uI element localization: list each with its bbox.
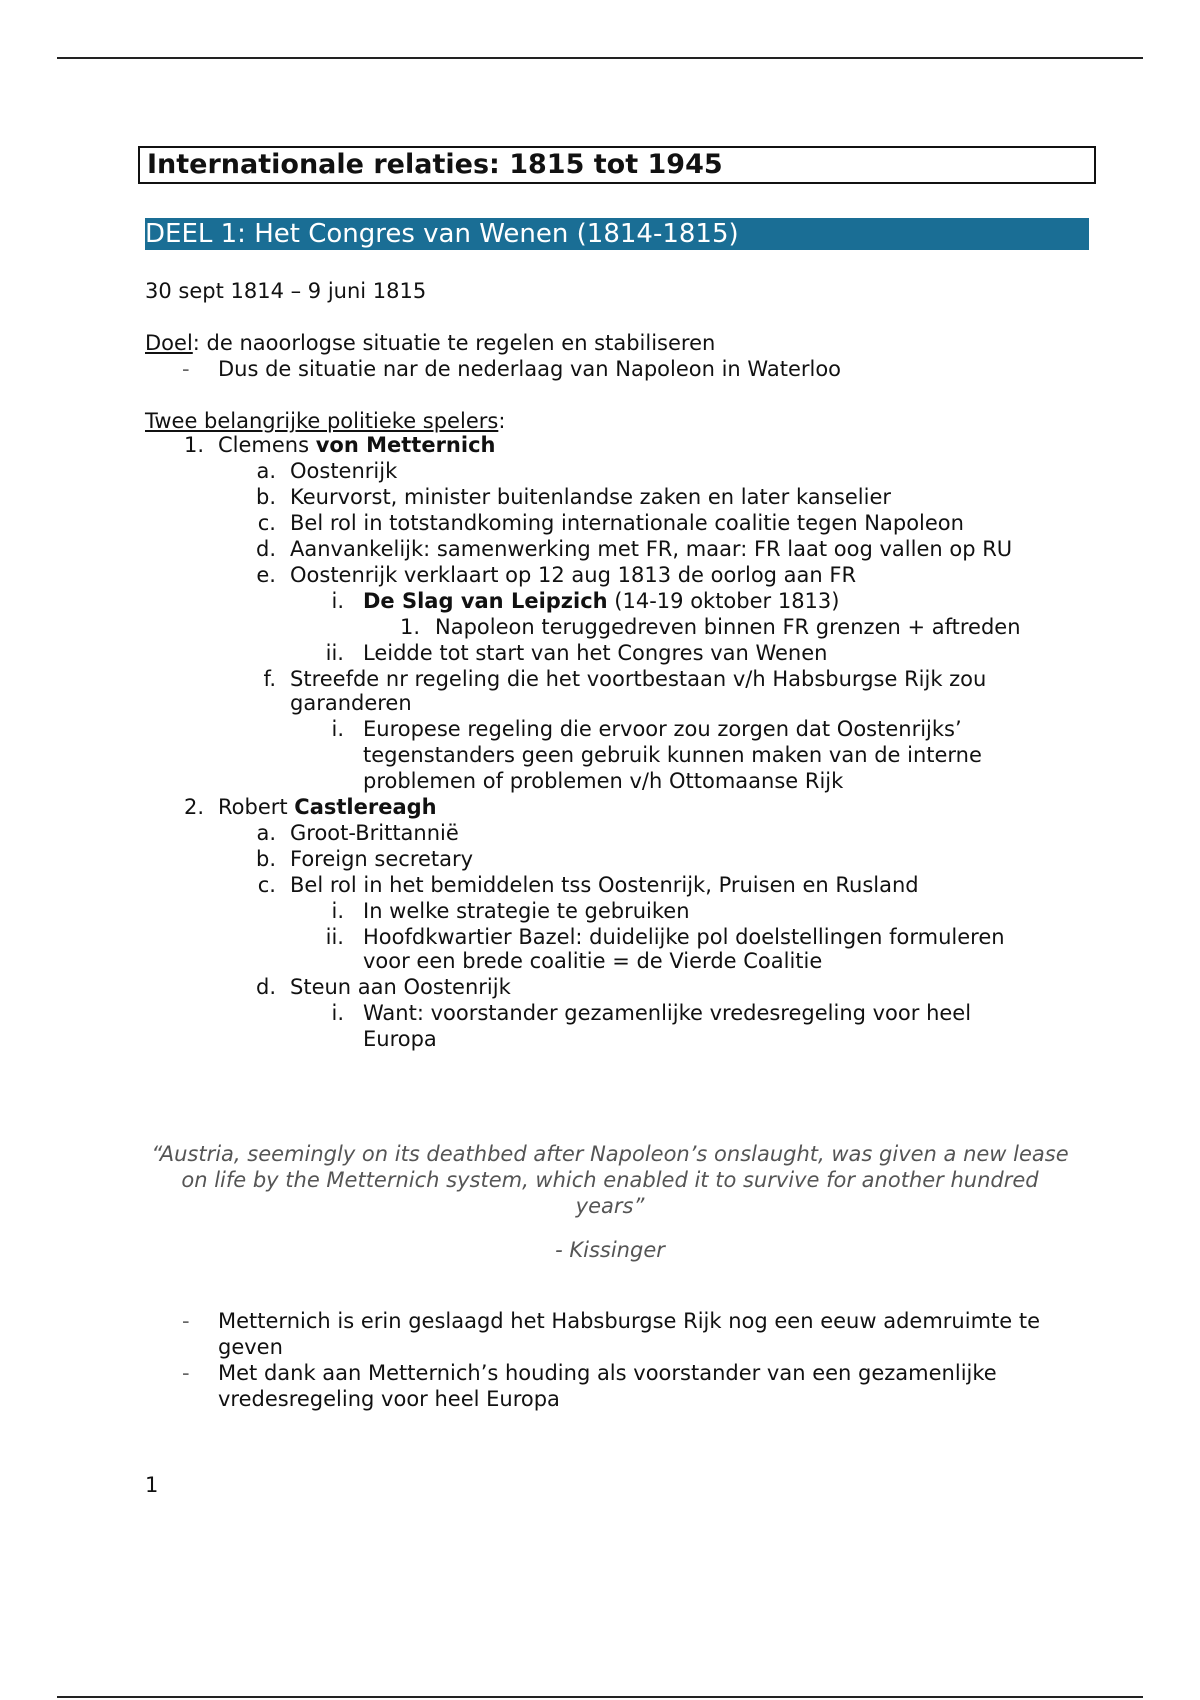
conclusion-bullet-continued: geven: [218, 1335, 283, 1359]
list-marker: b.: [255, 847, 276, 871]
list-marker: c.: [257, 511, 276, 535]
player-1-first-name: Clemens: [218, 433, 316, 457]
list-marker: e.: [256, 563, 276, 587]
bullet-dash: -: [182, 357, 190, 381]
battle-name: De Slag van Leipzich: [363, 589, 608, 613]
list-item: In welke strategie te gebruiken: [363, 899, 690, 923]
date-range: 30 sept 1814 – 9 juni 1815: [145, 279, 427, 303]
list-marker: d.: [255, 537, 276, 561]
battle-dates: (14-19 oktober 1813): [607, 589, 840, 613]
list-marker: i.: [331, 717, 344, 741]
goal-line: [145, 330, 715, 356]
list-item: Keurvorst, minister buitenlandse zaken en later kanselier: [290, 485, 892, 509]
bullet-dash: -: [182, 1309, 190, 1333]
list-marker: f.: [263, 667, 276, 691]
list-marker: a.: [256, 821, 276, 845]
players-heading: [145, 408, 505, 434]
list-item: Bel rol in het bemiddelen tss Oostenrijk, Pruisen en Rusland: [290, 873, 919, 897]
list-marker: 1.: [183, 433, 204, 457]
kissinger-quote: “Austria, seemingly on its deathbed after Napoleon’s onslaught, was given a new lease on life by the Metternich system, which enabled it to survive for another hundred years”: [151, 1142, 1069, 1218]
list-marker: a.: [256, 459, 276, 483]
players-heading-text: Twee belangrijke politieke spelers: [145, 409, 499, 433]
conclusion-bullet: Metternich is erin geslaagd het Habsburgse Rijk nog een eeuw ademruimte te: [218, 1309, 1041, 1333]
list-marker: i.: [331, 589, 344, 613]
list-item-continued: Europa: [363, 1027, 437, 1051]
list-item-continued: tegenstanders geen gebruik kunnen maken van de interne: [363, 743, 982, 767]
list-item: Napoleon teruggedreven binnen FR grenzen + aftreden: [435, 615, 1021, 639]
players-heading-colon: :: [498, 409, 506, 433]
list-item: Groot-Brittannië: [290, 821, 459, 845]
list-item-continued: garanderen: [290, 691, 412, 715]
player-2-name: [218, 794, 437, 820]
goal-label: Doel: [145, 331, 193, 355]
list-marker: i.: [331, 899, 344, 923]
list-item-continued: problemen of problemen v/h Ottomaanse Rijk: [363, 769, 844, 793]
list-marker: ii.: [325, 925, 344, 949]
list-marker: d.: [255, 975, 276, 999]
footer-rule: [57, 1696, 1143, 1698]
page-number: 1: [145, 1473, 159, 1497]
list-item: Europese regeling die ervoor zou zorgen dat Oostenrijks’: [363, 717, 962, 741]
list-item: Oostenrijk: [290, 459, 398, 483]
bullet-dash: -: [182, 1361, 190, 1385]
conclusion-bullet-continued: vredesregeling voor heel Europa: [218, 1387, 560, 1411]
player-1-surname: von Metternich: [315, 433, 496, 457]
conclusion-bullet: Met dank aan Metternich’s houding als voorstander van een gezamenlijke: [218, 1361, 997, 1385]
list-item: Oostenrijk verklaart op 12 aug 1813 de oorlog aan FR: [290, 563, 857, 587]
list-item-continued: voor een brede coalitie = de Vierde Coalitie: [363, 949, 823, 973]
list-item: Steun aan Oostenrijk: [290, 975, 511, 999]
document-title: Internationale relaties: 1815 tot 1945: [138, 146, 1096, 184]
list-item: Aanvankelijk: samenwerking met FR, maar: FR laat oog vallen op RU: [290, 537, 1013, 561]
quote-author: - Kissinger: [555, 1238, 665, 1262]
list-item: Streefde nr regeling die het voortbestaan v/h Habsburgse Rijk zou: [290, 667, 987, 691]
list-item: Leidde tot start van het Congres van Wenen: [363, 641, 828, 665]
list-marker: b.: [255, 485, 276, 509]
list-item: [363, 588, 839, 614]
list-marker: ii.: [325, 641, 344, 665]
goal-text: : de naoorlogse situatie te regelen en stabiliseren: [192, 331, 716, 355]
list-marker: 1.: [399, 615, 420, 639]
section-heading: DEEL 1: Het Congres van Wenen (1814-1815): [145, 218, 1089, 250]
header-rule: [57, 57, 1143, 59]
list-item: Hoofdkwartier Bazel: duidelijke pol doelstellingen formuleren: [363, 925, 1005, 949]
list-item: Foreign secretary: [290, 847, 474, 871]
list-marker: i.: [331, 1001, 344, 1025]
player-1-name: [218, 432, 495, 458]
list-marker: c.: [257, 873, 276, 897]
list-marker: 2.: [183, 795, 204, 819]
goal-bullet: Dus de situatie nar de nederlaag van Napoleon in Waterloo: [218, 357, 842, 381]
player-2-first-name: Robert: [218, 795, 295, 819]
player-2-surname: Castlereagh: [294, 795, 437, 819]
list-item: Want: voorstander gezamenlijke vredesregeling voor heel: [363, 1001, 972, 1025]
list-item: Bel rol in totstandkoming internationale coalitie tegen Napoleon: [290, 511, 964, 535]
